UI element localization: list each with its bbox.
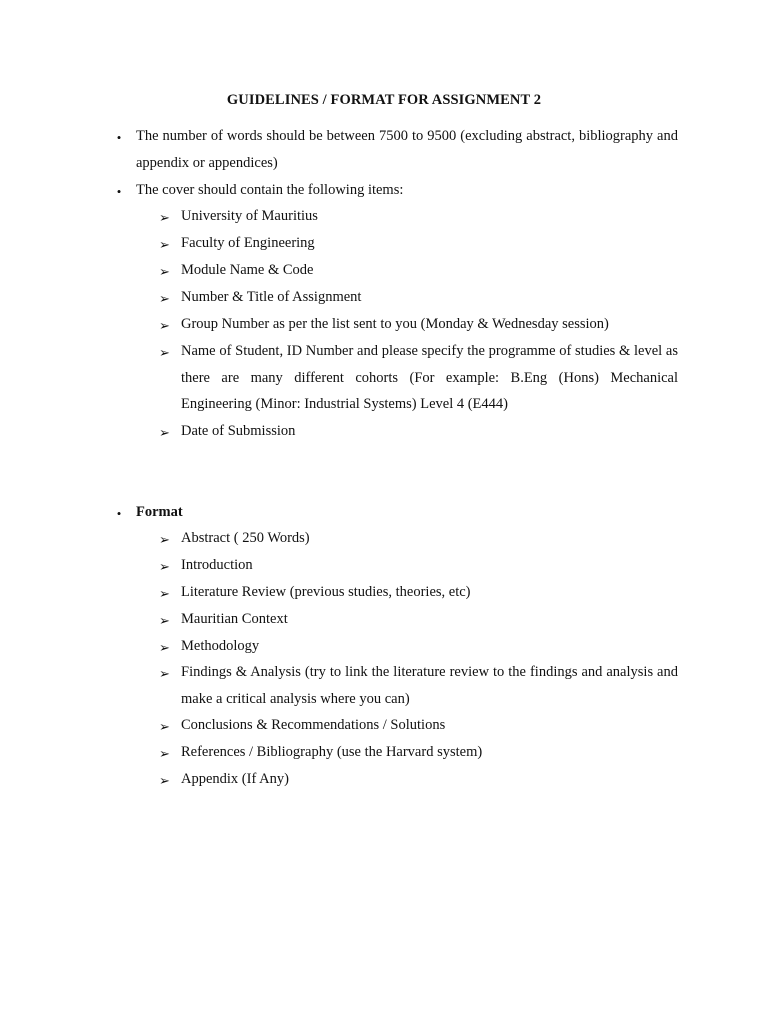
format-item: References / Bibliography (use the Harvard system) <box>181 744 483 760</box>
cover-item: Faculty of Engineering <box>181 235 315 251</box>
cover-item: Number & Title of Assignment <box>181 289 362 305</box>
arrow-bullet-icon: ➢ <box>159 210 170 225</box>
cover-item: University of Mauritius <box>181 208 318 224</box>
bullet-marker: • <box>116 184 122 199</box>
arrow-bullet-icon: ➢ <box>159 640 170 655</box>
cover-item: Date of Submission <box>181 423 296 439</box>
arrow-bullet-icon: ➢ <box>159 532 170 547</box>
arrow-bullet-icon: ➢ <box>159 291 170 306</box>
arrow-bullet-icon: ➢ <box>159 264 170 279</box>
format-item: Appendix (If Any) <box>181 771 289 787</box>
arrow-bullet-icon: ➢ <box>159 746 170 761</box>
arrow-bullet-icon: ➢ <box>159 586 170 601</box>
format-item: Conclusions & Recommendations / Solutions <box>181 717 446 733</box>
format-item: Methodology <box>181 638 260 654</box>
format-item: Literature Review (previous studies, theories, etc) <box>181 584 471 600</box>
format-heading: Format <box>136 504 183 520</box>
arrow-bullet-icon: ➢ <box>159 719 170 734</box>
format-item: Findings & Analysis (try to link the literature review to the findings and analysis and make a critical analysis where you can) <box>181 664 678 707</box>
format-item: Introduction <box>181 557 253 573</box>
word-count-bullet: The number of words should be between 7500 to 9500 (excluding abstract, bibliography and appendix or appendices) <box>136 128 678 171</box>
arrow-bullet-icon: ➢ <box>159 613 170 628</box>
arrow-bullet-icon: ➢ <box>159 318 170 333</box>
arrow-bullet-icon: ➢ <box>159 237 170 252</box>
arrow-bullet-icon: ➢ <box>159 666 170 681</box>
cover-item: Group Number as per the list sent to you (Monday & Wednesday session) <box>181 316 609 332</box>
document-title: GUIDELINES / FORMAT FOR ASSIGNMENT 2 <box>226 92 542 108</box>
bullet-marker: • <box>116 130 122 145</box>
cover-item: Module Name & Code <box>181 262 314 278</box>
arrow-bullet-icon: ➢ <box>159 425 170 440</box>
format-item: Mauritian Context <box>181 611 288 627</box>
arrow-bullet-icon: ➢ <box>159 345 170 360</box>
cover-bullet: The cover should contain the following items: <box>136 182 404 198</box>
bullet-marker: • <box>116 506 122 521</box>
cover-item: Name of Student, ID Number and please specify the programme of studies & level as there are many different cohorts (For example: B.Eng (Hons) Mechanical Engineering (Minor: Industrial Systems) Level 4 (E444) <box>181 343 678 412</box>
arrow-bullet-icon: ➢ <box>159 773 170 788</box>
format-item: Abstract ( 250 Words) <box>181 530 310 546</box>
arrow-bullet-icon: ➢ <box>159 559 170 574</box>
